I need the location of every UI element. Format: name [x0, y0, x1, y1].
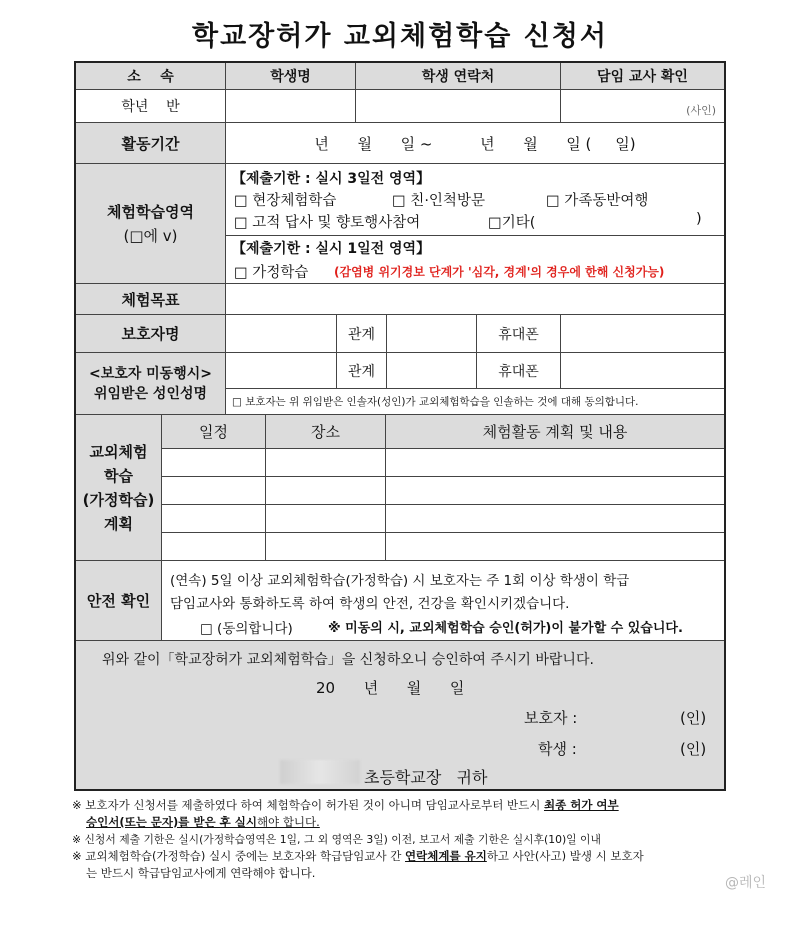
- delegate-label: [76, 353, 226, 415]
- delegate-phone-field[interactable]: [561, 353, 724, 389]
- plan-date-cell[interactable]: [162, 505, 266, 533]
- teacher-sign-field[interactable]: [561, 90, 724, 123]
- period-label: 활동기간: [76, 123, 226, 164]
- student-contact-field[interactable]: [356, 90, 561, 123]
- delegate-consent-checkbox[interactable]: □ 보호자는 위 위임받은 인솔자(성인)가 교외체험학습을 인솔하는 것에 대해 동의합니다.: [226, 389, 724, 415]
- plan-col-place: 장소: [266, 415, 386, 449]
- option-home-study[interactable]: □ 가정학습: [234, 265, 309, 281]
- period-field[interactable]: 년 월 일 ~ 년 월 일 ( 일): [226, 123, 724, 164]
- guardian-sign-label: 보호자 :: [524, 709, 578, 727]
- header-affiliation: 소 속: [76, 63, 226, 90]
- safety-label: 안전 확인: [76, 561, 162, 641]
- application-form: [74, 61, 726, 791]
- plan-content-cell[interactable]: [386, 477, 724, 505]
- plan-label-line3: (가정학습): [82, 490, 155, 509]
- note-1: [72, 797, 732, 814]
- note-1-emphasis: 최종 허가 여부: [543, 798, 619, 812]
- option-field-trip[interactable]: □ 현장체험학습: [234, 193, 337, 209]
- plan-label-line1: 교외체험: [89, 442, 148, 461]
- page-title: 학교장허가 교외체험학습 신청서: [192, 21, 608, 52]
- grade-class-field[interactable]: 학년 반: [76, 90, 226, 123]
- option-other-close: ): [696, 211, 702, 227]
- delegate-label-line2: 위임받은 성인성명: [93, 385, 208, 402]
- area-1day-section: [226, 236, 724, 284]
- apply-statement: 위와 같이「학교장허가 교외체험학습」을 신청하오니 승인하여 주시기 바랍니다.: [102, 652, 594, 668]
- note-1-end: 해야 합니다.: [256, 815, 320, 829]
- plan-content-cell[interactable]: [386, 449, 724, 477]
- guardian-phone-label: 휴대폰: [477, 315, 561, 353]
- plan-date-cell[interactable]: [162, 449, 266, 477]
- safety-text-line1: (연속) 5일 이상 교외체험학습(가정학습) 시 보호자는 주 1회 이상 학생이 학급: [170, 573, 630, 589]
- safety-text-line2: 담임교사와 통화하도록 하여 학생의 안전, 건강을 확인시키겠습니다.: [170, 596, 570, 612]
- area-label-line1: 체험학습영역: [107, 202, 194, 221]
- plan-place-cell[interactable]: [266, 505, 386, 533]
- option-heritage-tour[interactable]: □ 고적 답사 및 향토행사참여: [234, 215, 421, 231]
- guardian-relation-field[interactable]: [387, 315, 477, 353]
- sign-label: (사인): [686, 104, 716, 117]
- area-label: [76, 164, 226, 284]
- safety-warning: ※ 미동의 시, 교외체험학습 승인(허가)이 불가할 수 있습니다.: [328, 621, 683, 636]
- guardian-name-field[interactable]: [226, 315, 337, 353]
- note-3-cont: 는 반드시 학급담임교사에게 연락해야 합니다.: [86, 866, 316, 880]
- header-student-contact: 학생 연락처: [356, 63, 561, 90]
- plan-place-cell[interactable]: [266, 477, 386, 505]
- option-other[interactable]: □기타(: [488, 215, 536, 231]
- watermark: @레인: [724, 875, 766, 891]
- recipient-principal: 초등학교장 귀하: [364, 768, 488, 787]
- safety-section: [162, 561, 724, 641]
- note-2: ※ 신청서 제출 기한은 실시(가정학습영역은 1일, 그 외 영역은 3일) 이전, 보고서 제출 기한은 실시후(10)일 이내: [72, 833, 601, 846]
- note-3-text-2: 하고 사안(사고) 발생 시 보호자: [486, 849, 644, 863]
- student-name-field[interactable]: [226, 90, 356, 123]
- plan-place-cell[interactable]: [266, 533, 386, 561]
- guardian-phone-field[interactable]: [561, 315, 724, 353]
- plan-date-cell[interactable]: [162, 477, 266, 505]
- plan-label: [76, 415, 162, 561]
- footnotes: [72, 797, 732, 882]
- apply-date[interactable]: 20 년 월 일: [316, 679, 465, 697]
- guardian-relation-label: 관계: [337, 315, 387, 353]
- plan-place-cell[interactable]: [266, 449, 386, 477]
- plan-col-content: 체험활동 계획 및 내용: [386, 415, 724, 449]
- header-student-name: 학생명: [226, 63, 356, 90]
- delegate-relation-field[interactable]: [387, 353, 477, 389]
- note-3-text: ※ 교외체험학습(가정학습) 실시 중에는 보호자와 학급담임교사 간: [72, 849, 406, 863]
- note-1-cont: [72, 814, 732, 831]
- deadline-3day: 【제출기한 : 실시 3일전 영역】: [232, 171, 431, 187]
- plan-date-cell[interactable]: [162, 533, 266, 561]
- deadline-1day: 【제출기한 : 실시 1일전 영역】: [232, 241, 431, 257]
- delegate-phone-label: 휴대폰: [477, 353, 561, 389]
- delegate-name-field[interactable]: [226, 353, 337, 389]
- note-3: [72, 848, 732, 865]
- guardian-label: 보호자명: [76, 315, 226, 353]
- safety-agree-checkbox[interactable]: □ (동의합니다): [200, 621, 293, 637]
- header-teacher-confirm: 담임 교사 확인: [561, 63, 724, 90]
- apply-section: [76, 641, 724, 789]
- delegate-relation-label: 관계: [337, 353, 387, 389]
- plan-col-date: 일정: [162, 415, 266, 449]
- plan-label-line4: 계획: [104, 514, 133, 533]
- plan-content-cell[interactable]: [386, 533, 724, 561]
- option-relatives-visit[interactable]: □ 친·인척방문: [392, 193, 485, 209]
- note-3-emphasis: 연락체계를 유지: [405, 849, 487, 863]
- plan-content-cell[interactable]: [386, 505, 724, 533]
- delegate-label-line1: <보호자 미동행시>: [88, 365, 212, 382]
- student-sign-label: 학생 :: [538, 740, 577, 758]
- goal-field[interactable]: [226, 284, 724, 315]
- note-1-emphasis-2: 승인서(또는 문자)를 받은 후 실시: [86, 815, 257, 829]
- area-3day-section: [226, 164, 724, 236]
- student-seal[interactable]: (인): [680, 740, 707, 758]
- goal-label: 체험목표: [76, 284, 226, 315]
- home-study-note: (감염병 위기경보 단계가 '심각, 경계'의 경우에 한해 신청가능): [334, 265, 665, 279]
- plan-label-line2: 학습: [104, 466, 133, 485]
- option-family-trip[interactable]: □ 가족동반여행: [546, 193, 649, 209]
- guardian-seal[interactable]: (인): [680, 709, 707, 727]
- redacted-school-name: [280, 760, 360, 784]
- note-1-text: ※ 보호자가 신청서를 제출하였다 하여 체험학습이 허가된 것이 아니며 담임교사로부터 반드시: [72, 798, 544, 812]
- area-label-line2: (□에 v): [123, 226, 178, 245]
